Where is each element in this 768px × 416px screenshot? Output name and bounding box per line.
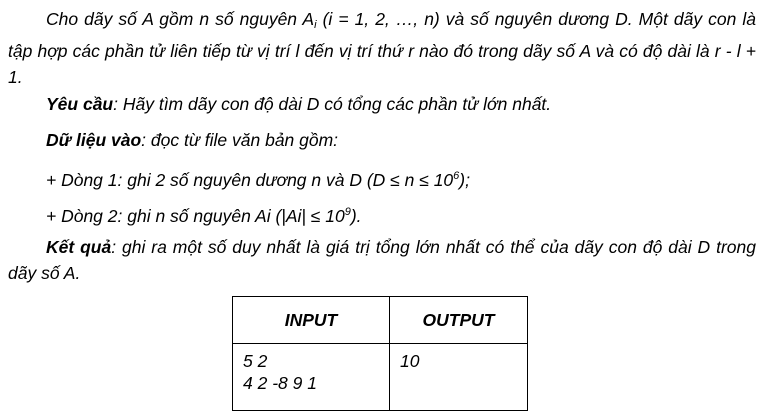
example-table	[232, 296, 528, 411]
intro-text-1: Cho dãy số A gồm n số nguyên A	[46, 9, 315, 29]
line1-text: + Dòng 1: ghi 2 số nguyên dương n và D (D ≤ n ≤ 10	[46, 170, 454, 190]
input-cell	[233, 344, 390, 411]
table-header-row	[233, 297, 528, 344]
result-label: Kết quả	[46, 237, 112, 257]
line2-exponent: 9	[344, 206, 351, 218]
requirement-text: : Hãy tìm dãy con độ dài D có tổng các phần tử lớn nhất.	[113, 94, 552, 114]
requirement-line	[46, 91, 551, 117]
intro-text-2: (i = 1, 2, …, n) và số nguyên dương D. Một dãy con là tập hợp các phần tử liên tiếp từ vị trí l đến vị trí thứ r nào đó trong dãy số A và có độ dài là r - l + 1.	[8, 9, 756, 87]
output-cell	[390, 344, 528, 411]
input-line-1: 5 2	[243, 351, 268, 371]
input-spec-text: : đọc từ file văn bản gồm:	[141, 130, 339, 150]
line1-tail: );	[459, 170, 470, 190]
line2-tail: ).	[350, 206, 362, 226]
input-spec-line	[46, 127, 338, 153]
table-row	[233, 344, 528, 411]
input-line-2: 4 2 -8 9 1	[243, 373, 317, 393]
output-line-1: 10	[400, 351, 420, 371]
input-line-2-spec	[46, 199, 362, 229]
result-paragraph	[8, 234, 756, 286]
header-input: INPUT	[233, 297, 390, 344]
intro-subscript: i	[314, 19, 317, 31]
intro-paragraph	[8, 6, 756, 90]
input-spec-label: Dữ liệu vào	[46, 130, 142, 150]
result-text: : ghi ra một số duy nhất là giá trị tổng lớn nhất có thể của dãy con độ dài D trong dãy số A.	[8, 237, 756, 283]
requirement-label: Yêu cầu	[46, 94, 114, 114]
header-output: OUTPUT	[390, 297, 528, 344]
line1-exponent: 6	[453, 170, 460, 182]
line2-text: + Dòng 2: ghi n số nguyên Ai (|Ai| ≤ 10	[46, 206, 345, 226]
input-line-1-spec	[46, 163, 470, 193]
